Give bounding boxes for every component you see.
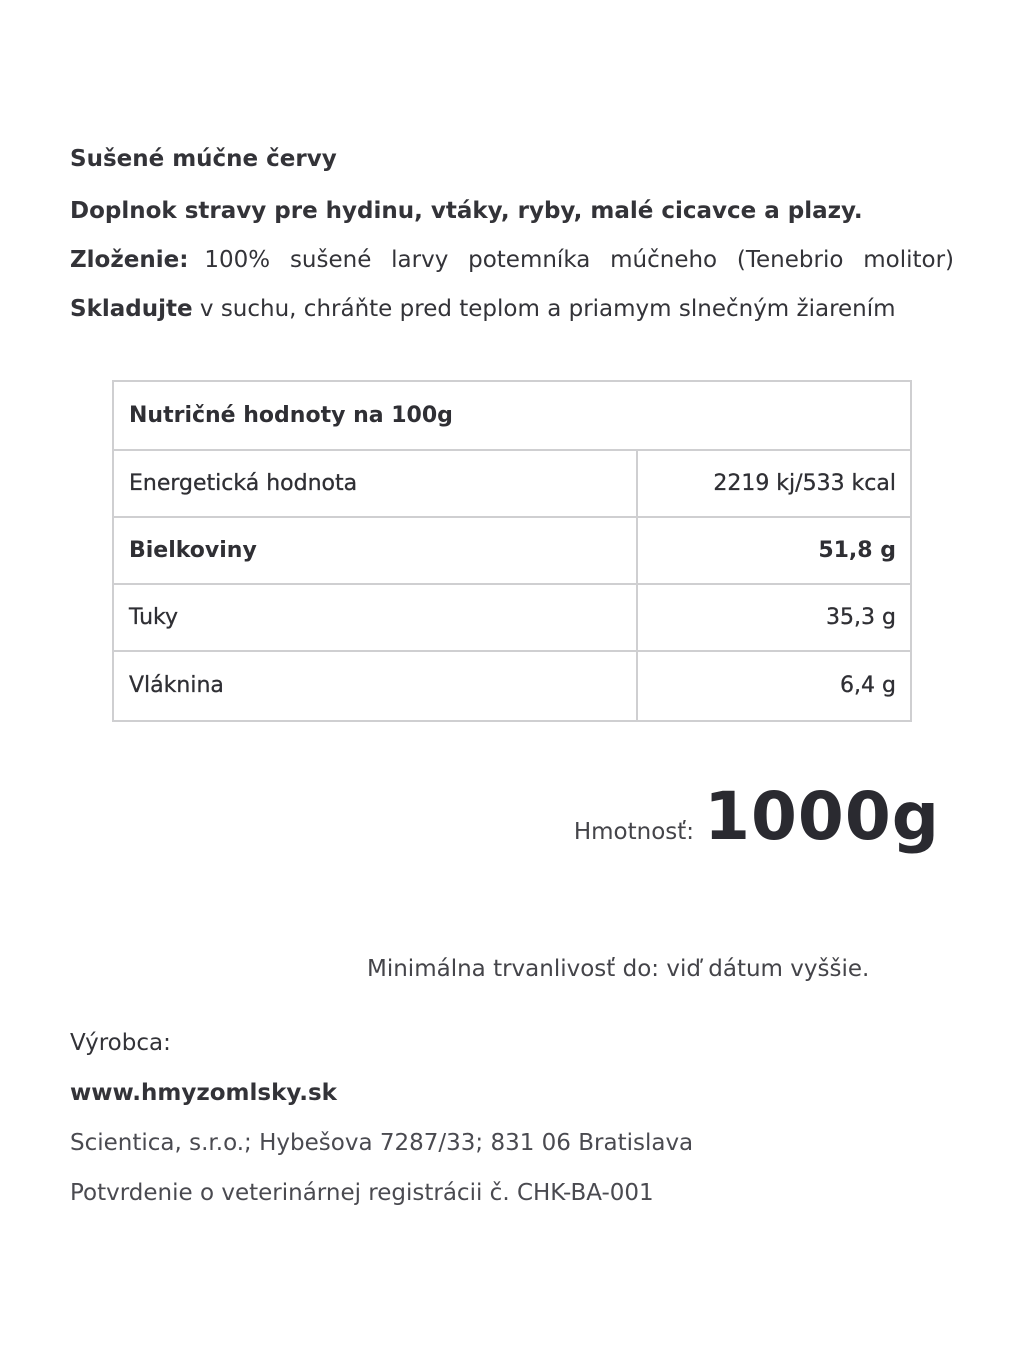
product-subtitle: Doplnok stravy pre hydinu, vtáky, ryby, malé cicavce a plazy.: [70, 198, 863, 224]
table-row: [114, 518, 910, 585]
composition-label: Zloženie:: [70, 247, 189, 273]
table-row: [114, 652, 910, 719]
row-label-energy: Energetická hodnota: [129, 471, 358, 496]
row-value-fiber: 6,4 g: [840, 673, 896, 698]
expiry-note: Minimálna trvanlivosť do: viď dátum vyššie.: [367, 956, 870, 982]
weight-label: Hmotnosť:: [573, 819, 695, 845]
table-row: [114, 451, 910, 518]
nutrition-header-label: Nutričné hodnoty na 100g: [129, 403, 453, 428]
composition-word: molitor): [863, 247, 954, 273]
producer-address: Scientica, s.r.o.; Hybešova 7287/33; 831 06 Bratislava: [70, 1130, 694, 1156]
nutrition-table: [112, 380, 912, 722]
product-title: Sušené múčne červy: [70, 146, 337, 172]
net-weight: [574, 778, 940, 855]
producer-website[interactable]: www.hmyzomlsky.sk: [70, 1080, 337, 1106]
veterinary-registration: Potvrdenie o veterinárnej registrácii č. CHK-BA-001: [70, 1180, 654, 1206]
row-label-protein: Bielkoviny: [129, 538, 257, 563]
composition-word: (Tenebrio: [736, 247, 844, 273]
row-value-protein: 51,8 g: [818, 538, 896, 563]
table-row: [114, 585, 910, 652]
nutrition-table-header: [114, 382, 910, 451]
composition-text: [204, 245, 954, 275]
row-label-fat: Tuky: [129, 605, 179, 630]
composition-word: múčneho: [610, 247, 718, 273]
storage-label: Skladujte: [70, 296, 193, 322]
composition-line: [70, 245, 954, 275]
row-value-fat: 35,3 g: [826, 605, 896, 630]
storage-text: v suchu, chráňte pred teplom a priamym slnečným žiarením: [192, 296, 896, 322]
composition-word: larvy: [391, 247, 449, 273]
composition-word: potemníka: [468, 247, 591, 273]
row-label-fiber: Vláknina: [129, 673, 224, 698]
composition-word: 100%: [204, 247, 271, 273]
composition-word: sušené: [289, 247, 372, 273]
weight-value: 1000g: [704, 778, 940, 855]
storage-line: [70, 294, 896, 324]
row-value-energy: 2219 kj/533 kcal: [713, 471, 896, 496]
producer-label: Výrobca:: [70, 1030, 171, 1056]
